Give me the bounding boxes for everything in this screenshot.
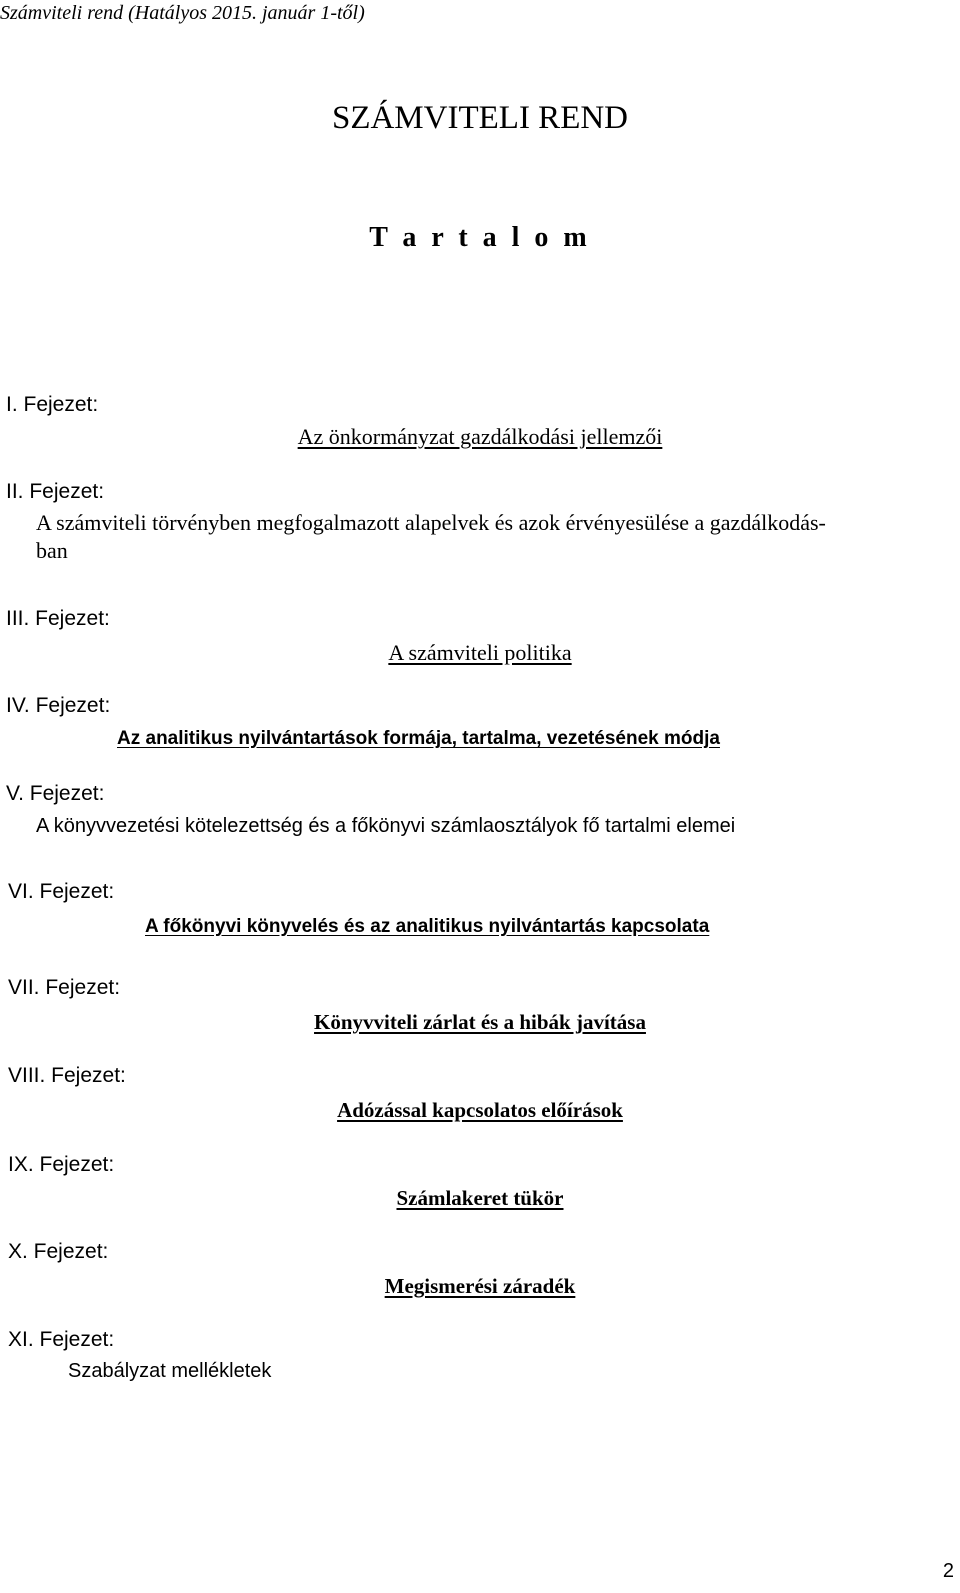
- chapter-5-title: A könyvvezetési kötelezettség és a főkönyvi számlaosztályok fő tartalmi elemei: [36, 815, 736, 837]
- chapter-6-title: A főkönyvi könyvelés és az analitikus nyilvántartás kapcsolata: [145, 916, 710, 937]
- chapter-7-label: VII. Fejezet:: [8, 976, 121, 999]
- chapter-6-label: VI. Fejezet:: [8, 880, 115, 903]
- running-header: Számviteli rend (Hatályos 2015. január 1-től): [0, 2, 365, 24]
- chapter-7-title: Könyvviteli zárlat és a hibák javítása: [314, 1010, 646, 1034]
- chapter-4-label: IV. Fejezet:: [6, 694, 111, 717]
- chapter-2-title-line1: A számviteli törvényben megfogalmazott alapelvek és azok érvényesülése a gazdálkodás-: [36, 510, 826, 535]
- chapter-2-label: II. Fejezet:: [6, 480, 105, 503]
- page-number: 2: [942, 1560, 954, 1582]
- chapter-10-label: X. Fejezet:: [8, 1240, 109, 1263]
- chapter-11-title: Szabályzat mellékletek: [68, 1360, 272, 1382]
- chapter-9-label: IX. Fejezet:: [8, 1153, 115, 1176]
- toc-heading: T a r t a l o m: [369, 222, 591, 253]
- chapter-1-title: Az önkormányzat gazdálkodási jellemzői: [297, 424, 663, 449]
- chapter-1-label: I. Fejezet:: [6, 393, 99, 416]
- chapter-4-title: Az analitikus nyilvántartások formája, tartalma, vezetésének módja: [117, 728, 720, 749]
- chapter-3-title: A számviteli politika: [388, 640, 572, 665]
- chapter-5-label: V. Fejezet:: [6, 782, 105, 805]
- chapter-9-title: Számlakeret tükör: [396, 1186, 564, 1210]
- chapter-10-title: Megismerési záradék: [384, 1274, 576, 1298]
- chapter-11-label: XI. Fejezet:: [8, 1328, 115, 1351]
- chapter-3-label: III. Fejezet:: [6, 607, 110, 630]
- document-title: SZÁMVITELI REND: [331, 100, 629, 136]
- chapter-2-title-line2: ban: [36, 538, 68, 563]
- chapter-8-label: VIII. Fejezet:: [8, 1064, 126, 1087]
- chapter-8-title: Adózással kapcsolatos előírások: [337, 1098, 623, 1122]
